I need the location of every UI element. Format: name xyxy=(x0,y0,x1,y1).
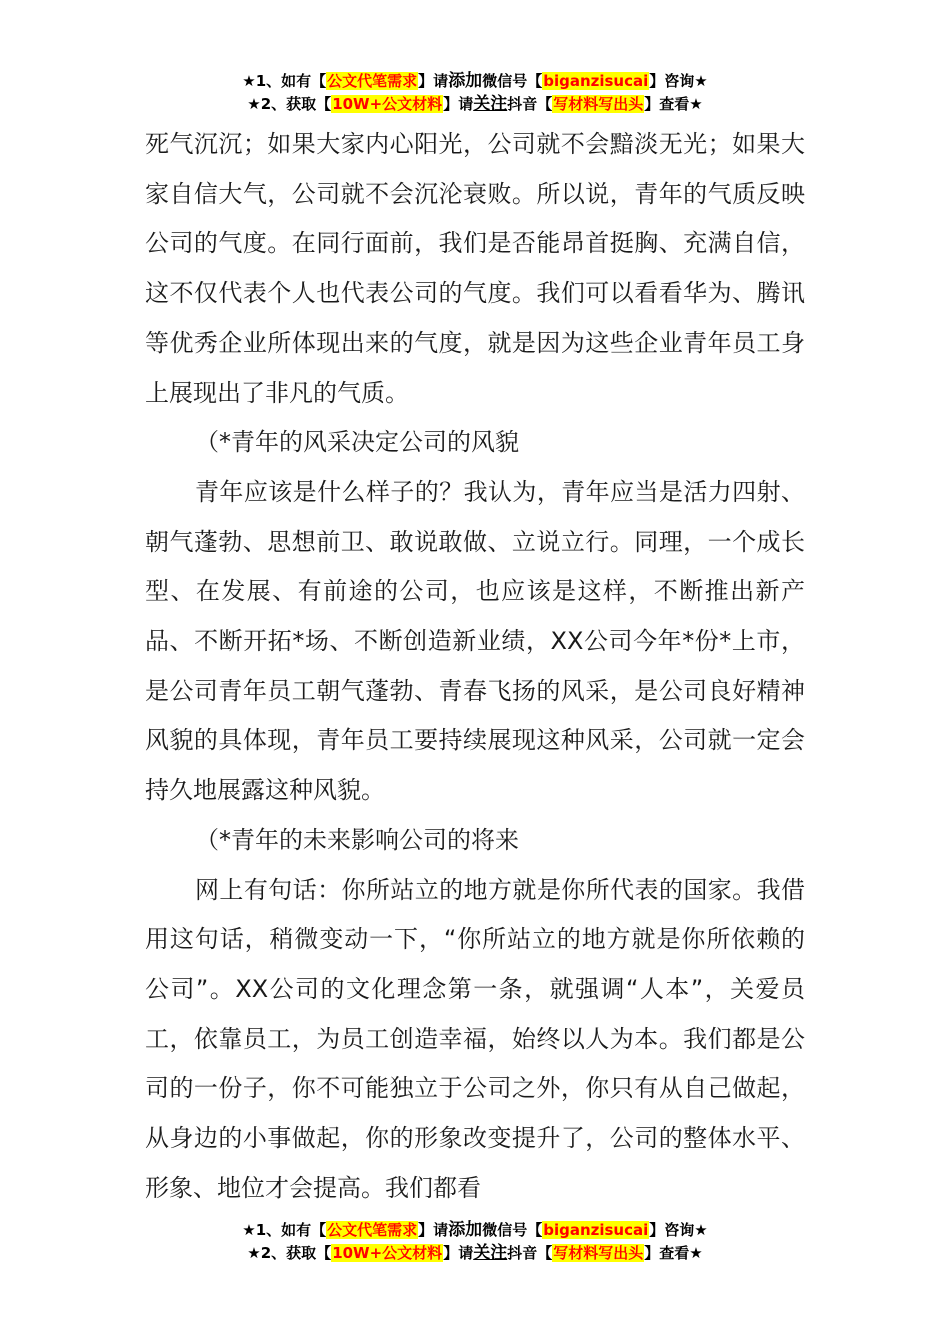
banner-text: ★2、获取【 xyxy=(247,95,332,113)
banner-text: 】咨询★ xyxy=(649,1221,708,1239)
banner-text: 抖音【 xyxy=(507,95,553,113)
banner-text: 】查看★ xyxy=(644,1244,703,1262)
banner-text: 】查看★ xyxy=(644,95,703,113)
banner-text: 微信号【 xyxy=(482,1221,543,1239)
section-heading: （*青年的未来影响公司的将来 xyxy=(195,825,519,854)
section-heading: （*青年的风采决定公司的风貌 xyxy=(195,428,519,457)
banner-line-2 xyxy=(0,93,950,116)
banner-highlight: 公文代笔需求 xyxy=(327,72,418,90)
banner-douyin-id: 写材料写出头 xyxy=(553,95,644,113)
header-banner xyxy=(0,70,950,116)
banner-text: 】请 xyxy=(418,1221,449,1239)
banner-line-1 xyxy=(0,1219,950,1242)
banner-text: 微信号【 xyxy=(482,72,543,90)
banner-emphasis: 关注 xyxy=(473,94,508,114)
banner-douyin-id: 写材料写出头 xyxy=(553,1244,644,1262)
paragraph: 青年应该是什么样子的？我认为，青年应当是活力四射、朝气蓬勃、思想前卫、敢说敢做、立说立行。同理，一个成长型、在发展、有前途的公司，也应该是这样，不断推出新产品、不断开拓*场、不断创造新业绩，XX公司今年*份*上市，是公司青年员工朝气蓬勃、青春飞扬的风采，是公司良好精神风貌的具体现，青年员工要持续展现这种风采，公司就一定会持久地展露这种风貌。 xyxy=(145,477,805,805)
banner-emphasis: 关注 xyxy=(473,1243,508,1263)
document-body xyxy=(145,120,805,1213)
banner-wechat-id: biganzisucai xyxy=(543,72,649,90)
banner-highlight: 公文代笔需求 xyxy=(327,1221,418,1239)
banner-emphasis: 添加 xyxy=(448,1220,483,1240)
banner-text: 】请 xyxy=(443,95,474,113)
banner-text: ★1、如有【 xyxy=(242,1221,327,1239)
banner-wechat-id: biganzisucai xyxy=(543,1221,649,1239)
banner-text: 】请 xyxy=(443,1244,474,1262)
banner-emphasis: 添加 xyxy=(448,71,483,91)
banner-highlight: 10W+公文材料 xyxy=(332,95,443,113)
banner-text: ★1、如有【 xyxy=(242,72,327,90)
banner-line-1 xyxy=(0,70,950,93)
paragraph-continued: 死气沉沉；如果大家内心阳光，公司就不会黯淡无光；如果大家自信大气，公司就不会沉沦衰败。所以说，青年的气质反映公司的气度。在同行面前，我们是否能昂首挺胸、充满自信，这不仅代表个人也代表公司的气度。我们可以看看华为、腾讯等优秀企业所体现出来的气度，就是因为这些企业青年员工身上展现出了非凡的气质。 xyxy=(145,130,805,407)
banner-text: ★2、获取【 xyxy=(247,1244,332,1262)
banner-text: 】请 xyxy=(418,72,449,90)
banner-text: 】咨询★ xyxy=(649,72,708,90)
paragraph: 网上有句话：你所站立的地方就是你所代表的国家。我借用这句话，稍微变动一下，“你所站立的地方就是你所依赖的公司”。XX公司的文化理念第一条，就强调“人本”，关爱员工，依靠员工，为员工创造幸福，始终以人为本。我们都是公司的一份子，你不可能独立于公司之外，你只有从自己做起，从身边的小事做起，你的形象改变提升了，公司的整体水平、形象、地位才会提高。我们都看 xyxy=(145,875,805,1202)
banner-highlight: 10W+公文材料 xyxy=(332,1244,443,1262)
banner-line-2 xyxy=(0,1242,950,1265)
footer-banner xyxy=(0,1219,950,1265)
banner-text: 抖音【 xyxy=(507,1244,553,1262)
